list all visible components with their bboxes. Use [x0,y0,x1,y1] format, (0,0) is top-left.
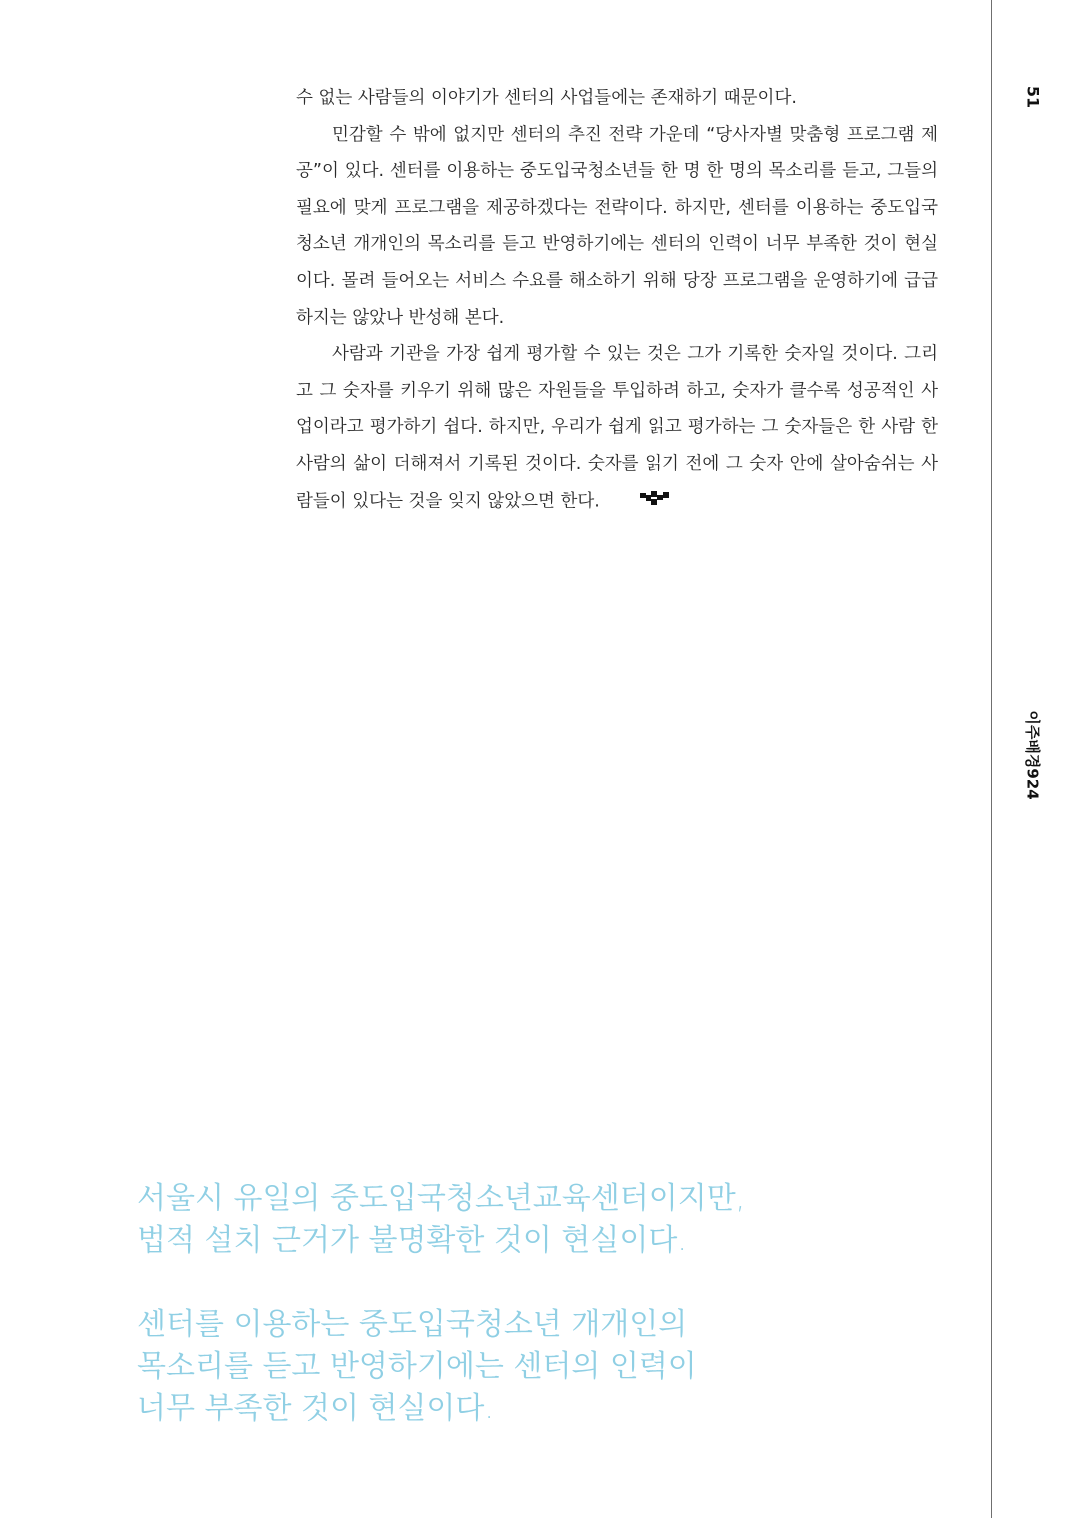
quote-line: 법적 설치 근거가 불명확한 것이 현실이다. [137,1223,687,1258]
page-divider [991,0,992,1518]
running-title: 이주배경924 [1023,710,1042,800]
pull-quotes [137,1178,917,1472]
paragraph-3-text: 사람과 기관을 가장 쉽게 평가할 수 있는 것은 그가 기록한 숫자일 것이다. 그리고 그 숫자를 키우기 위해 많은 자원들을 투입하려 하고, 숫자가 클수록 성공적인 사업이라고 평가하기 쉽다. 하지만, 우리가 쉽게 읽고 평가하는 그 숫자들은 한 사람 한 사람의 삶이 더해져서 기록된 것이다. 숫자를 읽기 전에 그 숫자 안에 살아숨쉬는 사람들이 있다는 것을 잊지 않았으면 한다. [296,344,938,511]
paragraph-1: 수 없는 사람들의 이야기가 센터의 사업들에는 존재하기 때문이다. [296,88,797,108]
quote-line: 목소리를 듣고 반영하기에는 센터의 인력이 [137,1349,697,1384]
quote-line: 센터를 이용하는 중도입국청소년 개개인의 [137,1307,688,1342]
pull-quote-1 [137,1178,917,1262]
paragraph-3 [296,336,938,519]
page-number: 51 [1023,85,1043,109]
paragraph-2: 민감할 수 밖에 없지만 센터의 추진 전략 가운데 “당사자별 맞춤형 프로그램 제공”이 있다. 센터를 이용하는 중도입국청소년들 한 명 한 명의 목소리를 듣고, 그들의 필요에 맞게 프로그램을 제공하겠다는 전략이다. 하지만, 센터를 이용하는 중도입국청소년 개개인의 목소리를 듣고 반영하기에는 센터의 인력이 너무 부족한 것이 현실이다. 몰려 들어오는 서비스 수요를 해소하기 위해 당장 프로그램을 운영하기에 급급하지는 않았나 반성해 본다. [296,124,938,328]
pixel-end-mark-icon [604,483,670,520]
body-text [296,80,938,519]
quote-line: 서울시 유일의 중도입국청소년교육센터이지만, [137,1181,746,1216]
pull-quote-2 [137,1304,917,1430]
quote-line: 너무 부족한 것이 현실이다. [137,1391,494,1426]
